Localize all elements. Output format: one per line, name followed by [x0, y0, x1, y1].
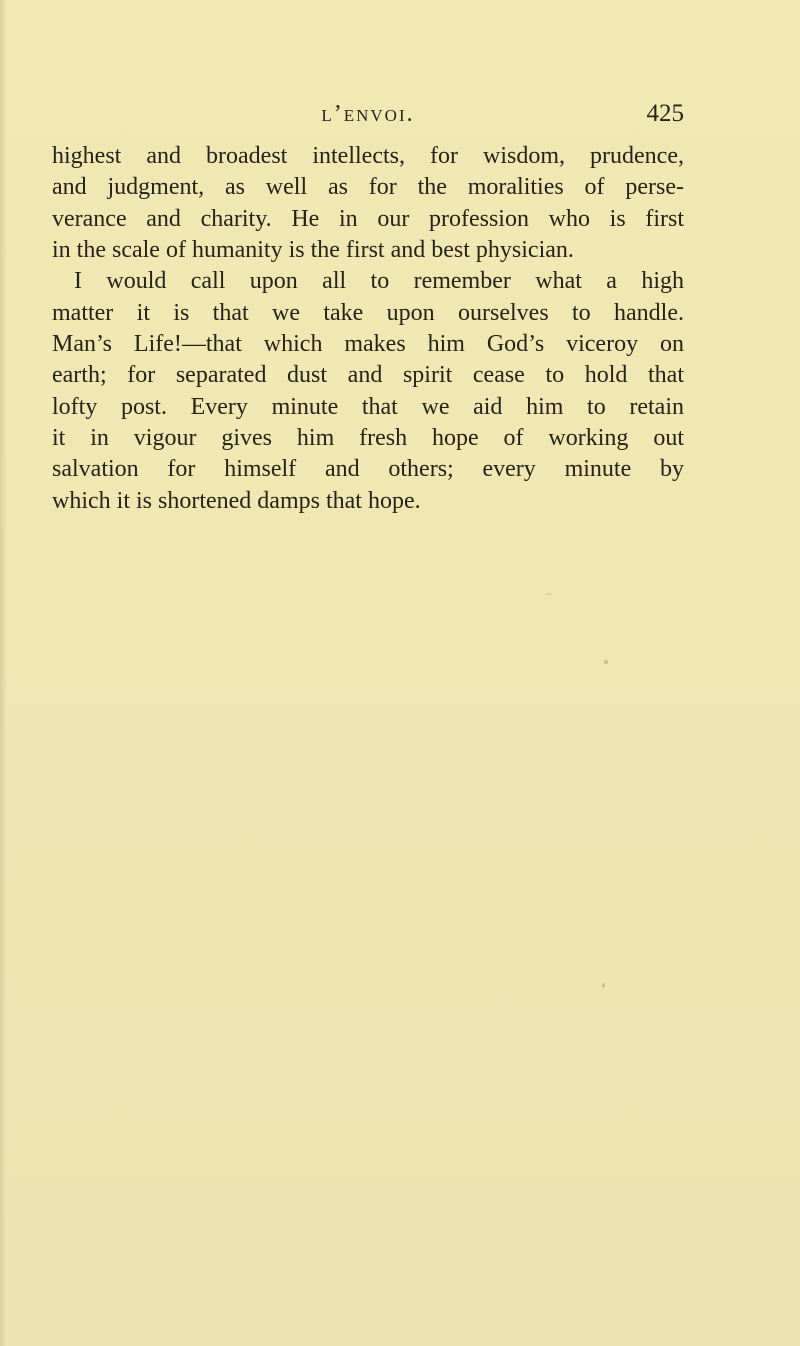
paper-speck [604, 660, 608, 664]
text-line: lofty post. Every minute that we aid him to retain [52, 393, 684, 420]
text-line: it in vigour gives him fresh hope of working out [52, 425, 684, 452]
text-line: matter it is that we take upon ourselves to handle. [52, 299, 684, 326]
text-line: Man’s Life!—that which makes him God’s viceroy on [52, 331, 684, 358]
text-line: verance and charity. He in our profession who is first [52, 205, 684, 232]
text-line: which it is shortened damps that hope. [52, 487, 421, 514]
page-number: 425 [646, 100, 684, 127]
text-line: I would call upon all to remember what a high [74, 268, 684, 295]
body-text [52, 141, 684, 517]
running-head [52, 97, 684, 131]
text-line: in the scale of humanity is the first and best physician. [52, 237, 574, 264]
running-title: l’envoi. [321, 101, 415, 127]
paper-speck [602, 983, 605, 988]
page-gutter-edge [0, 0, 6, 1346]
text-line: salvation for himself and others; every minute by [52, 456, 684, 483]
text-line: highest and broadest intellects, for wisdom, prudence, [52, 143, 684, 169]
paper-speck [545, 593, 553, 595]
text-line: and judgment, as well as for the moralities of perse- [52, 174, 684, 201]
text-line: earth; for separated dust and spirit cease to hold that [52, 362, 684, 389]
